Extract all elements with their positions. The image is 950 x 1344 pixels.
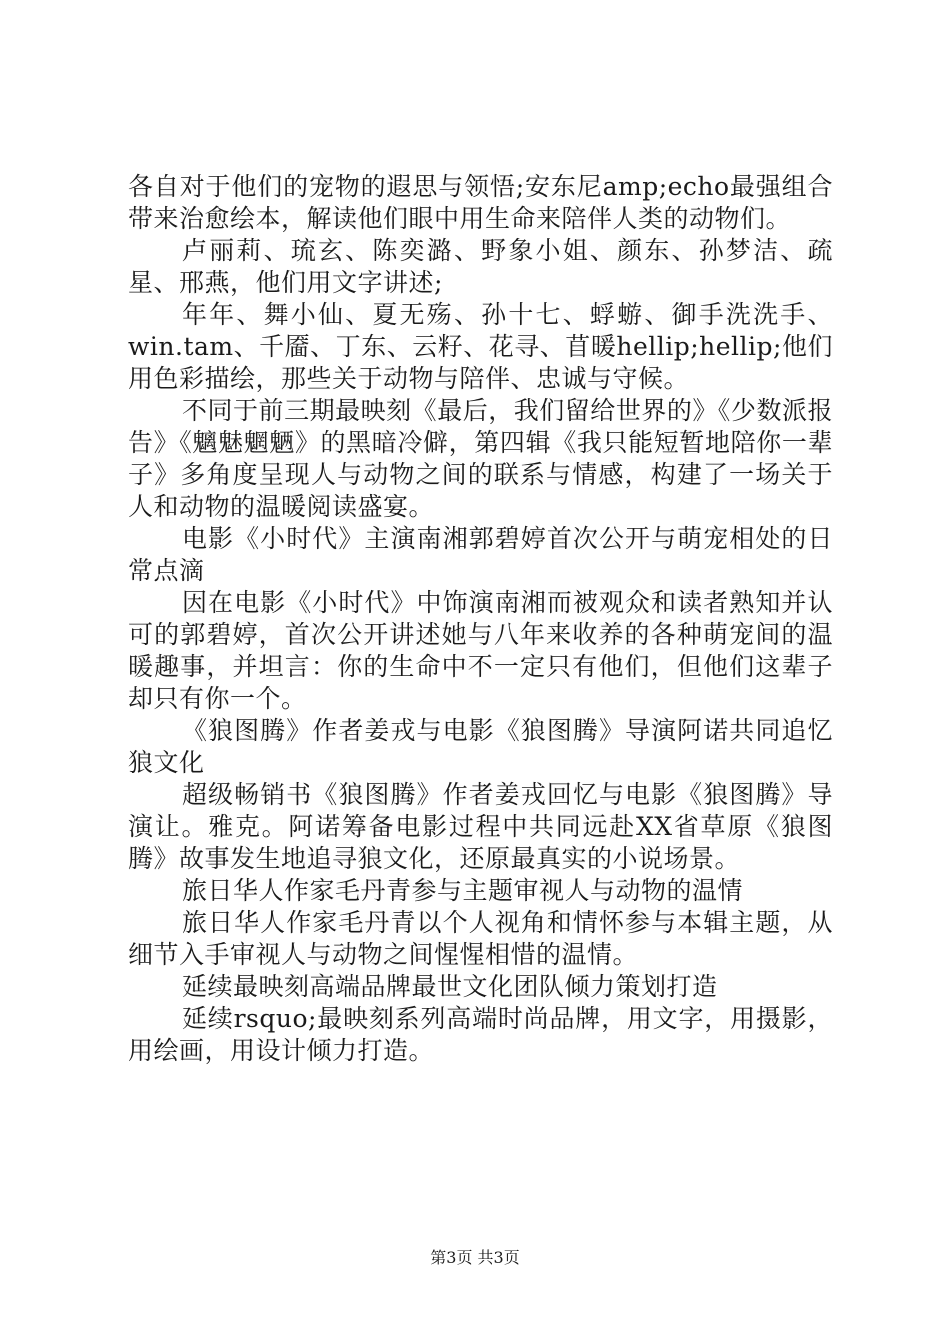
section-heading-xiaoshidai: 电影《小时代》主演南湘郭碧婷首次公开与萌宠相处的日常点滴 [128, 524, 833, 585]
paragraph-10: 旅日华人作家毛丹青以个人视角和情怀参与本辑主题，从细节入手审视人与动物之间惺惺相惜的温情。 [128, 908, 833, 969]
body-text [128, 171, 833, 1067]
paragraph-4: 不同于前三期最映刻《最后，我们留给世界的》《少数派报告》《魑魅魍魉》的黑暗冷僻，第四辑《我只能短暂地陪你一辈子》多角度呈现人与动物之间的联系与情感，构建了一场关于人和动物的温暖阅读盛宴。 [128, 396, 833, 521]
paragraph-3: 年年、舞小仙、夏无殇、孙十七、蜉蝣、御手洗洗手、win.tam、千靥、丁东、云籽、花寻、苜暖hellip;hellip;他们用色彩描绘，那些关于动物与陪伴、忠诚与守候。 [128, 300, 833, 393]
paragraph-12: 延续rsquo;最映刻系列高端时尚品牌，用文字，用摄影，用绘画，用设计倾力打造。 [128, 1004, 833, 1065]
page-footer [0, 1245, 950, 1268]
paragraph-6: 因在电影《小时代》中饰演南湘而被观众和读者熟知并认可的郭碧婷，首次公开讲述她与八年来收养的各种萌宠间的温暖趣事，并坦言：你的生命中不一定只有他们，但他们这辈子却只有你一个。 [128, 588, 833, 713]
paragraph-1: 各自对于他们的宠物的遐思与领悟;安东尼amp;echo最强组合带来治愈绘本，解读他们眼中用生命来陪伴人类的动物们。 [128, 172, 833, 233]
page-number-label: 第3页 共3页 [430, 1248, 520, 1267]
paragraph-8: 超级畅销书《狼图腾》作者姜戎回忆与电影《狼图腾》导演让。雅克。阿诺筹备电影过程中共同远赴XX省草原《狼图腾》故事发生地追寻狼文化，还原最真实的小说场景。 [128, 780, 833, 873]
section-heading-maodanqing: 旅日华人作家毛丹青参与主题审视人与动物的温情 [182, 876, 744, 905]
section-heading-langtuteng: 《狼图腾》作者姜戎与电影《狼图腾》导演阿诺共同追忆狼文化 [128, 716, 833, 777]
paragraph-2: 卢丽莉、琉玄、陈奕潞、野象小姐、颜东、孙梦洁、疏星、邢燕，他们用文字讲述; [128, 236, 833, 297]
section-heading-brand: 延续最映刻高端品牌最世文化团队倾力策划打造 [182, 972, 718, 1001]
